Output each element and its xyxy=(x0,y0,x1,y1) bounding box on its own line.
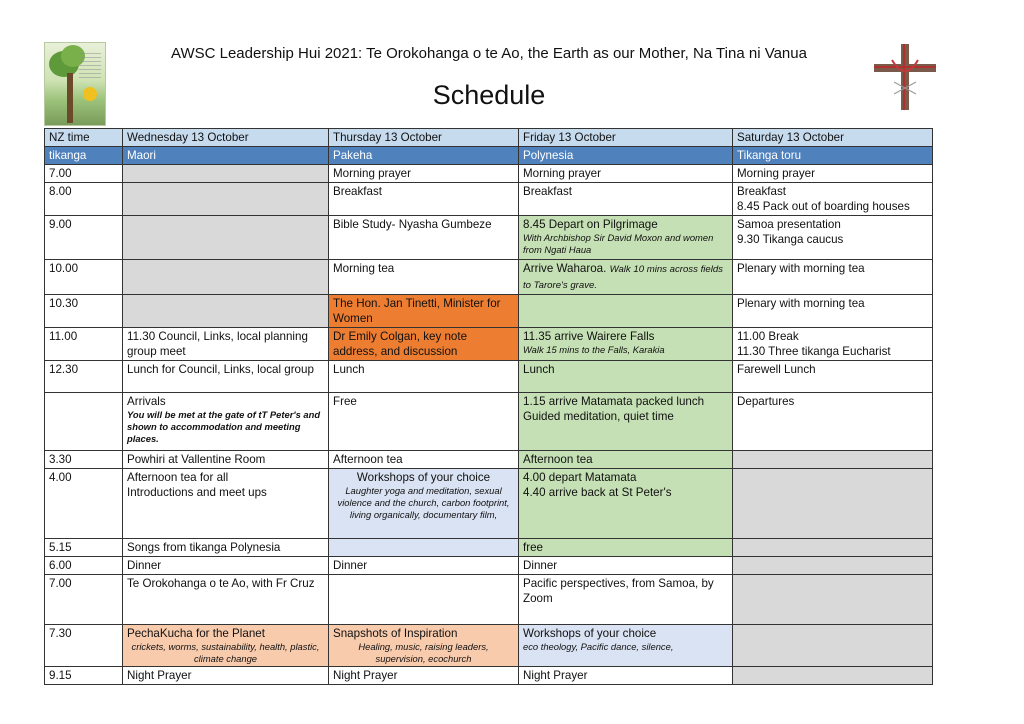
schedule-cell xyxy=(519,216,733,260)
table-row xyxy=(45,165,933,183)
schedule-note: Healing, music, raising leaders, supervision, ecochurch xyxy=(358,641,489,664)
day-header-wed: Wednesday 13 October xyxy=(123,129,329,147)
schedule-line: Snapshots of Inspiration xyxy=(333,627,458,640)
time-cell: 11.00 xyxy=(45,328,123,361)
schedule-line: 11.30 Three tikanga Eucharist xyxy=(737,345,891,358)
time-cell: 4.00 xyxy=(45,469,123,539)
table-row xyxy=(45,557,933,575)
schedule-cell xyxy=(123,393,329,451)
schedule-cell xyxy=(519,328,733,361)
table-row xyxy=(45,393,933,451)
time-cell: 3.30 xyxy=(45,451,123,469)
time-cell: 9.00 xyxy=(45,216,123,260)
schedule-cell: Lunch for Council, Links, local group xyxy=(123,361,329,393)
empty-cell xyxy=(123,183,329,216)
schedule-cell xyxy=(519,260,733,295)
schedule-cell: Night Prayer xyxy=(123,667,329,685)
schedule-line: Breakfast xyxy=(737,185,786,198)
schedule-line: PechaKucha for the Planet xyxy=(127,627,265,640)
empty-cell xyxy=(519,295,733,328)
time-cell: 9.15 xyxy=(45,667,123,685)
empty-cell xyxy=(123,216,329,260)
tikanga-thu: Pakeha xyxy=(329,147,519,165)
schedule-line: Arrivals xyxy=(127,395,166,408)
time-cell xyxy=(45,393,123,451)
schedule-note: Walk 10 mins across fields to Tarore's grave. xyxy=(523,264,723,291)
schedule-cell xyxy=(733,216,933,260)
table-row xyxy=(45,575,933,625)
schedule-cell: Songs from tikanga Polynesia xyxy=(123,539,329,557)
schedule-cell: Morning tea xyxy=(329,260,519,295)
empty-cell xyxy=(123,260,329,295)
schedule-line: 8.45 Pack out of boarding houses xyxy=(737,200,910,213)
table-row xyxy=(45,625,933,667)
schedule-note: Walk 15 mins to the Falls, Karakia xyxy=(523,344,665,355)
schedule-cell: Afternoon tea xyxy=(329,451,519,469)
schedule-cell: free xyxy=(519,539,733,557)
schedule-cell: Pacific perspectives, from Samoa, by Zoom xyxy=(519,575,733,625)
schedule-cell xyxy=(123,469,329,539)
table-row xyxy=(45,216,933,260)
table-row xyxy=(45,451,933,469)
tikanga-header-row xyxy=(45,147,933,165)
schedule-line: 8.45 Depart on Pilgrimage xyxy=(523,218,658,231)
schedule-cell: Lunch xyxy=(519,361,733,393)
table-row xyxy=(45,260,933,295)
schedule-line: 11.35 arrive Wairere Falls xyxy=(523,330,655,343)
table-row xyxy=(45,361,933,393)
schedule-cell: Dinner xyxy=(519,557,733,575)
schedule-line: 11.00 Break xyxy=(737,330,799,343)
time-cell: 5.15 xyxy=(45,539,123,557)
empty-cell xyxy=(329,575,519,625)
day-header-row xyxy=(45,129,933,147)
empty-cell xyxy=(123,165,329,183)
table-row xyxy=(45,295,933,328)
schedule-cell xyxy=(733,328,933,361)
time-cell: 12.30 xyxy=(45,361,123,393)
empty-cell xyxy=(329,539,519,557)
empty-cell xyxy=(733,575,933,625)
schedule-cell: Morning prayer xyxy=(519,165,733,183)
schedule-line: 1.15 arrive Matamata packed lunch xyxy=(523,395,705,408)
schedule-cell: Dinner xyxy=(123,557,329,575)
schedule-cell xyxy=(519,625,733,667)
schedule-cell: Dr Emily Colgan, key note address, and discussion xyxy=(329,328,519,361)
schedule-cell: Breakfast xyxy=(329,183,519,216)
schedule-line: Workshops of your choice xyxy=(356,471,491,484)
schedule-line: 4.40 arrive back at St Peter's xyxy=(523,486,672,499)
time-cell: 8.00 xyxy=(45,183,123,216)
schedule-cell: Departures xyxy=(733,393,933,451)
schedule-cell: Dinner xyxy=(329,557,519,575)
schedule-cell: Night Prayer xyxy=(519,667,733,685)
tikanga-sat: Tikanga toru xyxy=(733,147,933,165)
empty-cell xyxy=(733,667,933,685)
schedule-line: 4.00 depart Matamata xyxy=(523,471,637,484)
time-cell: 7.00 xyxy=(45,575,123,625)
schedule-cell xyxy=(329,625,519,667)
schedule-line: Afternoon tea for all xyxy=(127,471,229,484)
time-cell: 7.30 xyxy=(45,625,123,667)
schedule-cell: Bible Study- Nyasha Gumbeze xyxy=(329,216,519,260)
empty-cell xyxy=(733,451,933,469)
schedule-line: Workshops of your choice xyxy=(523,627,657,640)
schedule-heading: Schedule xyxy=(432,80,546,110)
empty-cell xyxy=(733,625,933,667)
schedule-cell: The Hon. Jan Tinetti, Minister for Women xyxy=(329,295,519,328)
schedule-cell: Te Orokohanga o te Ao, with Fr Cruz xyxy=(123,575,329,625)
schedule-cell xyxy=(329,469,519,539)
time-cell: 10.30 xyxy=(45,295,123,328)
tikanga-fri: Polynesia xyxy=(519,147,733,165)
time-cell: 7.00 xyxy=(45,165,123,183)
schedule-cell: Powhiri at Vallentine Room xyxy=(123,451,329,469)
schedule-line: Samoa presentation xyxy=(737,218,841,231)
tikanga-label: tikanga xyxy=(45,147,123,165)
schedule-cell: Plenary with morning tea xyxy=(733,295,933,328)
schedule-cell: Morning prayer xyxy=(329,165,519,183)
table-row xyxy=(45,183,933,216)
schedule-note: Laughter yoga and meditation, sexual violence and the church, carbon footprint, living organically, documentary film, xyxy=(337,485,510,520)
table-row xyxy=(45,667,933,685)
day-header-thu: Thursday 13 October xyxy=(329,129,519,147)
schedule-line: Guided meditation, quiet time xyxy=(523,410,674,423)
empty-cell xyxy=(733,469,933,539)
schedule-cell: Free xyxy=(329,393,519,451)
schedule-cell xyxy=(519,393,733,451)
table-row xyxy=(45,469,933,539)
schedule-cell: Morning prayer xyxy=(733,165,933,183)
schedule-cell xyxy=(519,469,733,539)
schedule-cell: 11.30 Council, Links, local planning group meet xyxy=(123,328,329,361)
time-cell: 6.00 xyxy=(45,557,123,575)
day-header-fri: Friday 13 October xyxy=(519,129,733,147)
schedule-cell: Lunch xyxy=(329,361,519,393)
schedule-line: Introductions and meet ups xyxy=(127,486,267,499)
schedule-cell xyxy=(733,183,933,216)
schedule-note: crickets, worms, sustainability, health, plastic, climate change xyxy=(131,641,320,664)
empty-cell xyxy=(123,295,329,328)
table-row xyxy=(45,539,933,557)
schedule-table xyxy=(44,128,933,685)
schedule-cell: Night Prayer xyxy=(329,667,519,685)
day-header-sat: Saturday 13 October xyxy=(733,129,933,147)
empty-cell xyxy=(733,557,933,575)
schedule-line: 9.30 Tikanga caucus xyxy=(737,233,844,246)
schedule-cell: Breakfast xyxy=(519,183,733,216)
schedule-note: You will be met at the gate of tT Peter's and shown to accommodation and meeting places. xyxy=(127,409,321,444)
document-title: AWSC Leadership Hui 2021: Te Orokohanga o te Ao, the Earth as our Mother, Na Tina ni Vanua xyxy=(171,45,807,62)
tikanga-wed: Maori xyxy=(123,147,329,165)
schedule-cell: Plenary with morning tea xyxy=(733,260,933,295)
schedule-line: Arrive Waharoa. xyxy=(523,262,607,275)
time-column-header: NZ time xyxy=(45,129,123,147)
schedule-cell: Afternoon tea xyxy=(519,451,733,469)
schedule-note: With Archbishop Sir David Moxon and women from Ngati Haua xyxy=(523,232,714,255)
table-row xyxy=(45,328,933,361)
schedule-note: eco theology, Pacific dance, silence, xyxy=(523,641,674,652)
empty-cell xyxy=(733,539,933,557)
schedule-cell: Farewell Lunch xyxy=(733,361,933,393)
schedule-cell xyxy=(123,625,329,667)
time-cell: 10.00 xyxy=(45,260,123,295)
